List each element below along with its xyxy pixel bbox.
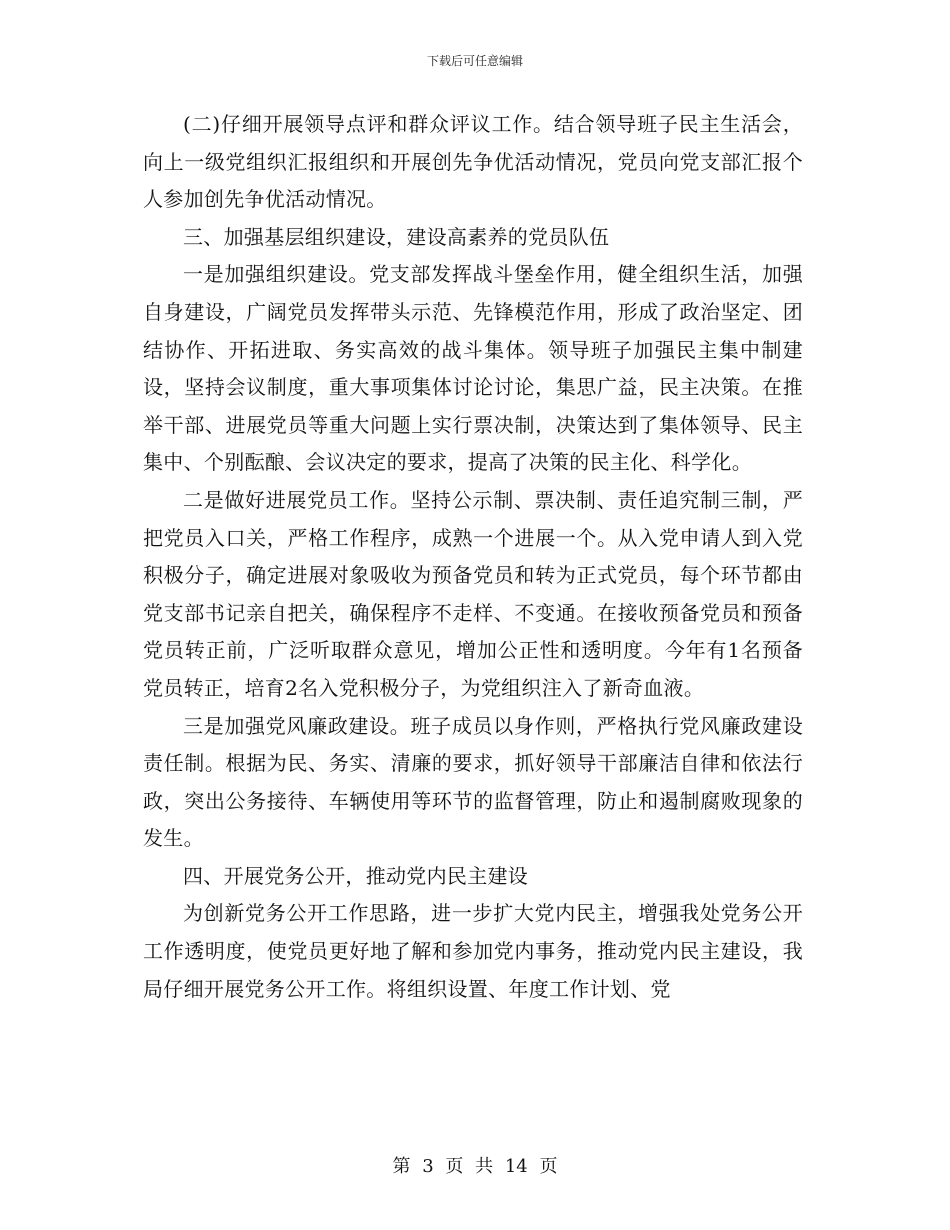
paragraph-integrity-building: 三是加强党风廉政建设。班子成员以身作则，严格执行党风廉政建设责任制。根据为民、务实、清廉的要求，抓好领导干部廉洁自律和依法行政，突出公务接待、车辆使用等环节的监督管理，防止和遏制腐败现象的发生。 (143, 713, 803, 851)
paragraph-party-affairs-openness: 为创新党务公开工作思路，进一步扩大党内民主，增强我处党务公开工作透明度，使党员更好地了解和参加党内事务，推动党内民主建设，我局仔细开展党务公开工作。将组织设置、年度工作计划、党 (143, 901, 803, 1001)
paragraph-1: (二)仔细开展领导点评和群众评议工作。结合领导班子民主生活会，向上一级党组织汇报组织和开展创先争优活动情况，党员向党支部汇报个人参加创先争优活动情况。 (143, 112, 803, 212)
section-heading-3: 三、加强基层组织建设，建设高素养的党员队伍 (183, 224, 610, 249)
document-body (143, 106, 803, 1008)
page-number-footer: 第 3 页 共 14 页 (392, 1156, 558, 1177)
page-header-note: 下载后可任意编辑 (426, 54, 523, 68)
paragraph-member-development: 二是做好进展党员工作。坚持公示制、票决制、责任追究制三制，严把党员入口关，严格工作程序，成熟一个进展一个。从入党申请人到入党积极分子，确定进展对象吸收为预备党员和转为正式党员，每个环节都由党支部书记亲自把关，确保程序不走样、不变通。在接收预备党员和预备党员转正前，广泛听取群众意见，增加公正性和透明度。今年有1名预备党员转正，培育2名入党积极分子，为党组织注入了新奇血液。 (143, 487, 803, 700)
section-heading-4: 四、开展党务公开，推动党内民主建设 (183, 863, 529, 888)
paragraph-organization-building: 一是加强组织建设。党支部发挥战斗堡垒作用，健全组织生活，加强自身建设，广阔党员发挥带头示范、先锋模范作用，形成了政治坚定、团结协作、开拓进取、务实高效的战斗集体。领导班子加强民主集中制建设，坚持会议制度，重大事项集体讨论讨论，集思广益，民主决策。在推举干部、进展党员等重大问题上实行票决制，决策达到了集体领导、民主集中、个别酝酿、会议决定的要求，提高了决策的民主化、科学化。 (143, 262, 803, 475)
